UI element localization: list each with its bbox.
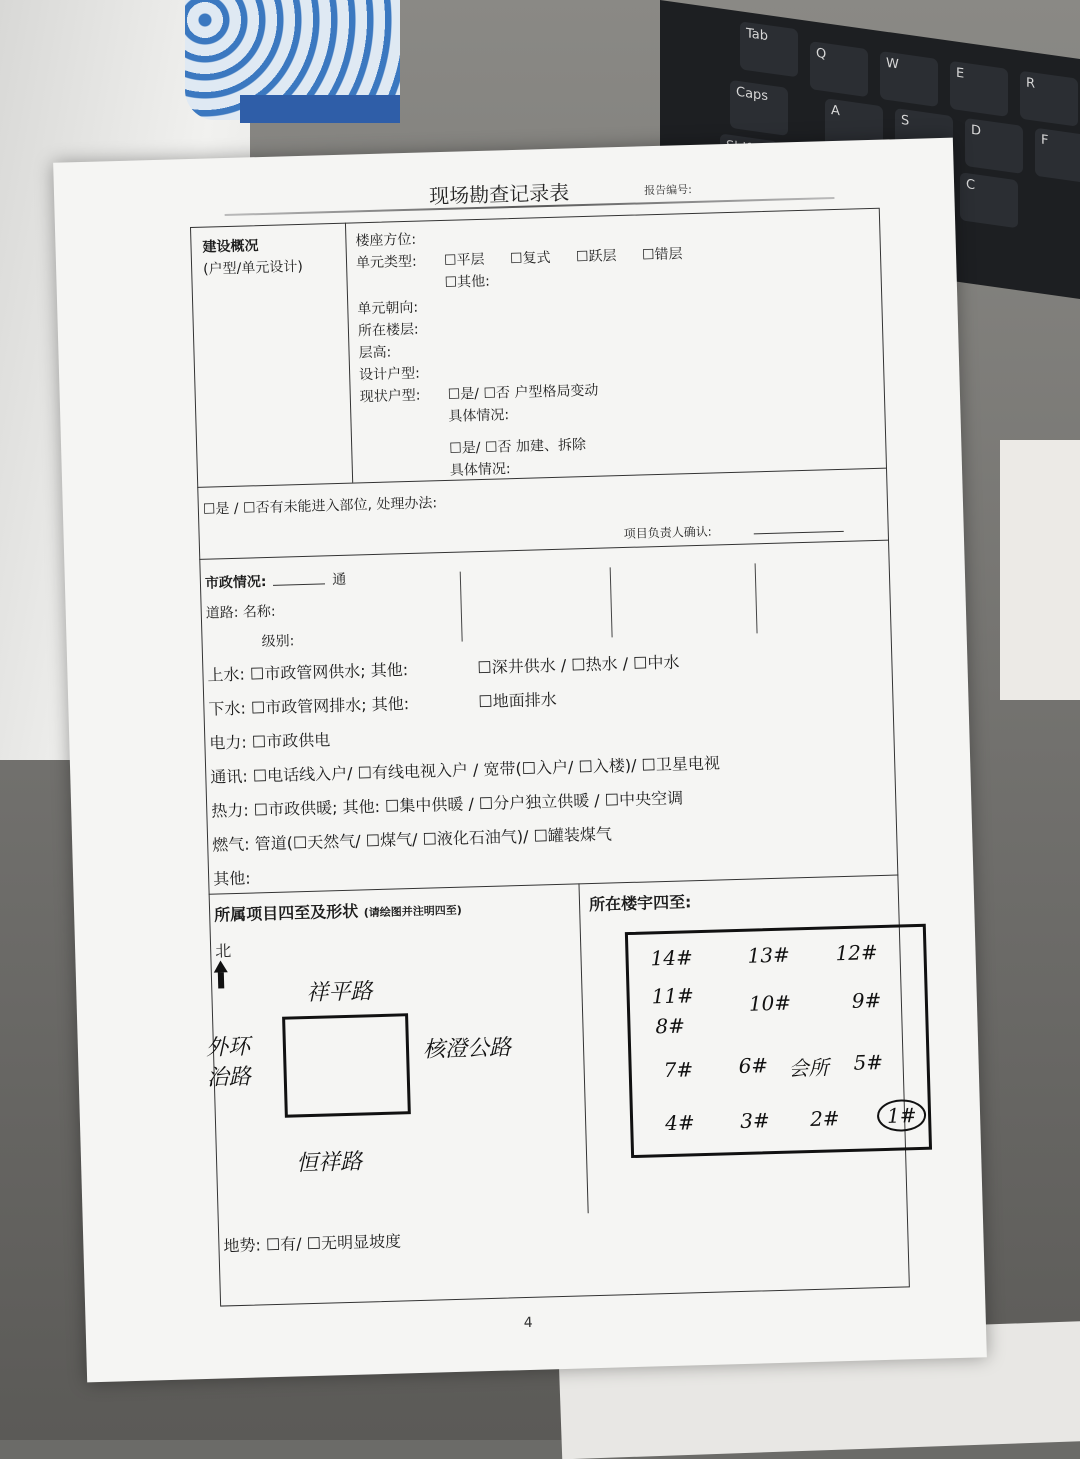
key: E bbox=[950, 61, 1008, 117]
inaccessible-checkbox[interactable]: ☐是 / ☐否有未能进入部位, 处理办法: bbox=[202, 495, 438, 518]
municipal-label-text: 市政情况: bbox=[204, 574, 267, 592]
key: R bbox=[1020, 71, 1078, 127]
building-label: 2# bbox=[809, 1106, 840, 1132]
key: Tab bbox=[740, 21, 798, 77]
north-label: 北 bbox=[214, 941, 232, 961]
building-label: 13# bbox=[747, 942, 791, 968]
water-supply-row: 上水: ☐市政管网供水; 其他: bbox=[207, 660, 409, 685]
road-bottom-label: 恒祥路 bbox=[295, 1149, 363, 1177]
building-label: 6# bbox=[738, 1053, 769, 1079]
unit-type-loft-checkbox[interactable]: ☐跃层 bbox=[575, 248, 617, 266]
building-label-clubhouse: 会所 bbox=[788, 1055, 830, 1081]
terrain-row[interactable]: 地势: ☐有/ ☐无明显坡度 bbox=[223, 1231, 402, 1256]
building-label: 10# bbox=[748, 990, 792, 1016]
addition-checkbox[interactable]: ☐是/ ☐否 加建、拆除 bbox=[449, 437, 587, 457]
gas-row[interactable]: 燃气: 管道(☐天然气/ ☐煤气/ ☐液化石油气)/ ☐罐装煤气 bbox=[211, 824, 613, 855]
water-supply-other-checkboxes[interactable]: ☐深井供水 / ☐热水 / ☐中水 bbox=[477, 652, 680, 678]
unit-type-flat-checkbox[interactable]: ☐平层 bbox=[443, 251, 485, 269]
building-label: 12# bbox=[835, 940, 879, 966]
confirm-label: 项目负责人确认: bbox=[623, 524, 712, 542]
road-label: 道路: 名称: bbox=[205, 603, 276, 622]
report-number-label: 报告编号: bbox=[643, 182, 693, 198]
drainage-other-checkbox[interactable]: ☐地面排水 bbox=[478, 689, 557, 712]
building-label: 4# bbox=[664, 1110, 696, 1136]
heat-row[interactable]: 热力: ☐市政供暖; 其他: ☐集中供暖 / ☐分户独立供暖 / ☐中央空调 bbox=[211, 788, 684, 821]
key: Caps bbox=[730, 80, 788, 136]
key: Q bbox=[810, 41, 868, 97]
key: F bbox=[1035, 128, 1080, 184]
paper-right bbox=[1000, 440, 1080, 700]
building-label: 5# bbox=[853, 1049, 884, 1075]
key: W bbox=[880, 51, 938, 107]
road-right-label: 核澄公路 bbox=[422, 1035, 512, 1063]
building-label: 9# bbox=[851, 988, 882, 1013]
building-position-label: 楼座方位: bbox=[355, 231, 417, 250]
north-arrow-shaft bbox=[218, 972, 224, 988]
road-level-label: 级别: bbox=[261, 633, 295, 651]
detail-label: 具体情况: bbox=[449, 461, 511, 479]
municipal-label bbox=[205, 569, 347, 593]
floor-label: 所在楼层: bbox=[357, 321, 419, 340]
project-sketch-box bbox=[282, 1013, 411, 1117]
unit-type-label: 单元类型: bbox=[355, 253, 417, 272]
road-left-label-2: 治路 bbox=[206, 1064, 252, 1091]
key: A bbox=[825, 98, 883, 154]
municipal-suffix: 通 bbox=[332, 571, 347, 589]
road-top-label: 祥平路 bbox=[306, 979, 373, 1007]
building-label: 8# bbox=[655, 1013, 686, 1039]
other-row: 其他: bbox=[212, 868, 251, 889]
section-subheading: (户型/单元设计) bbox=[202, 258, 304, 278]
building-label-circled: 1# bbox=[877, 1099, 927, 1132]
unit-type-duplex-checkbox[interactable]: ☐复式 bbox=[509, 249, 551, 268]
road-left-label-1: 外环 bbox=[205, 1034, 251, 1061]
telecom-row[interactable]: 通讯: ☐电话线入户/ ☐有线电视入户 / 宽带(☐入户/ ☐入楼)/ ☐卫星电视 bbox=[210, 753, 721, 787]
section-heading-construction: 建设概况 bbox=[202, 238, 259, 256]
survey-sheet bbox=[53, 138, 987, 1383]
municipal-blank[interactable] bbox=[273, 571, 325, 585]
building-label: 11# bbox=[651, 983, 695, 1009]
project-boundary-heading-text: 所属项目四至及形状 bbox=[213, 901, 359, 925]
layout-change-checkbox[interactable]: ☐是/ ☐否 户型格局变动 bbox=[447, 382, 599, 403]
building-label: 3# bbox=[739, 1108, 770, 1133]
design-type-label: 设计户型: bbox=[358, 365, 421, 384]
building-label: 7# bbox=[663, 1057, 694, 1083]
unit-type-other-checkbox[interactable]: ☐其他: bbox=[444, 273, 491, 291]
bag-label-strip bbox=[240, 95, 400, 123]
power-row[interactable]: 电力: ☐市政供电 bbox=[209, 730, 331, 753]
key: C bbox=[960, 172, 1018, 228]
document-title: 现场勘查记录表 bbox=[428, 180, 570, 209]
detail-label: 具体情况: bbox=[448, 407, 510, 425]
north-arrow-icon bbox=[213, 960, 227, 972]
project-boundary-note: (请绘图并注明四至) bbox=[363, 903, 463, 920]
orientation-label: 单元朝向: bbox=[357, 299, 419, 318]
key: S bbox=[895, 108, 953, 164]
building-label: 14# bbox=[650, 945, 694, 971]
current-type-label: 现状户型: bbox=[359, 387, 421, 406]
page-number: 4 bbox=[523, 1314, 533, 1332]
height-label: 层高: bbox=[358, 344, 392, 362]
building-boundary-heading: 所在楼宇四至: bbox=[588, 892, 692, 915]
drainage-row: 下水: ☐市政管网排水; 其他: bbox=[208, 694, 410, 719]
key: D bbox=[965, 118, 1023, 174]
unit-type-split-checkbox[interactable]: ☐错层 bbox=[641, 246, 683, 264]
